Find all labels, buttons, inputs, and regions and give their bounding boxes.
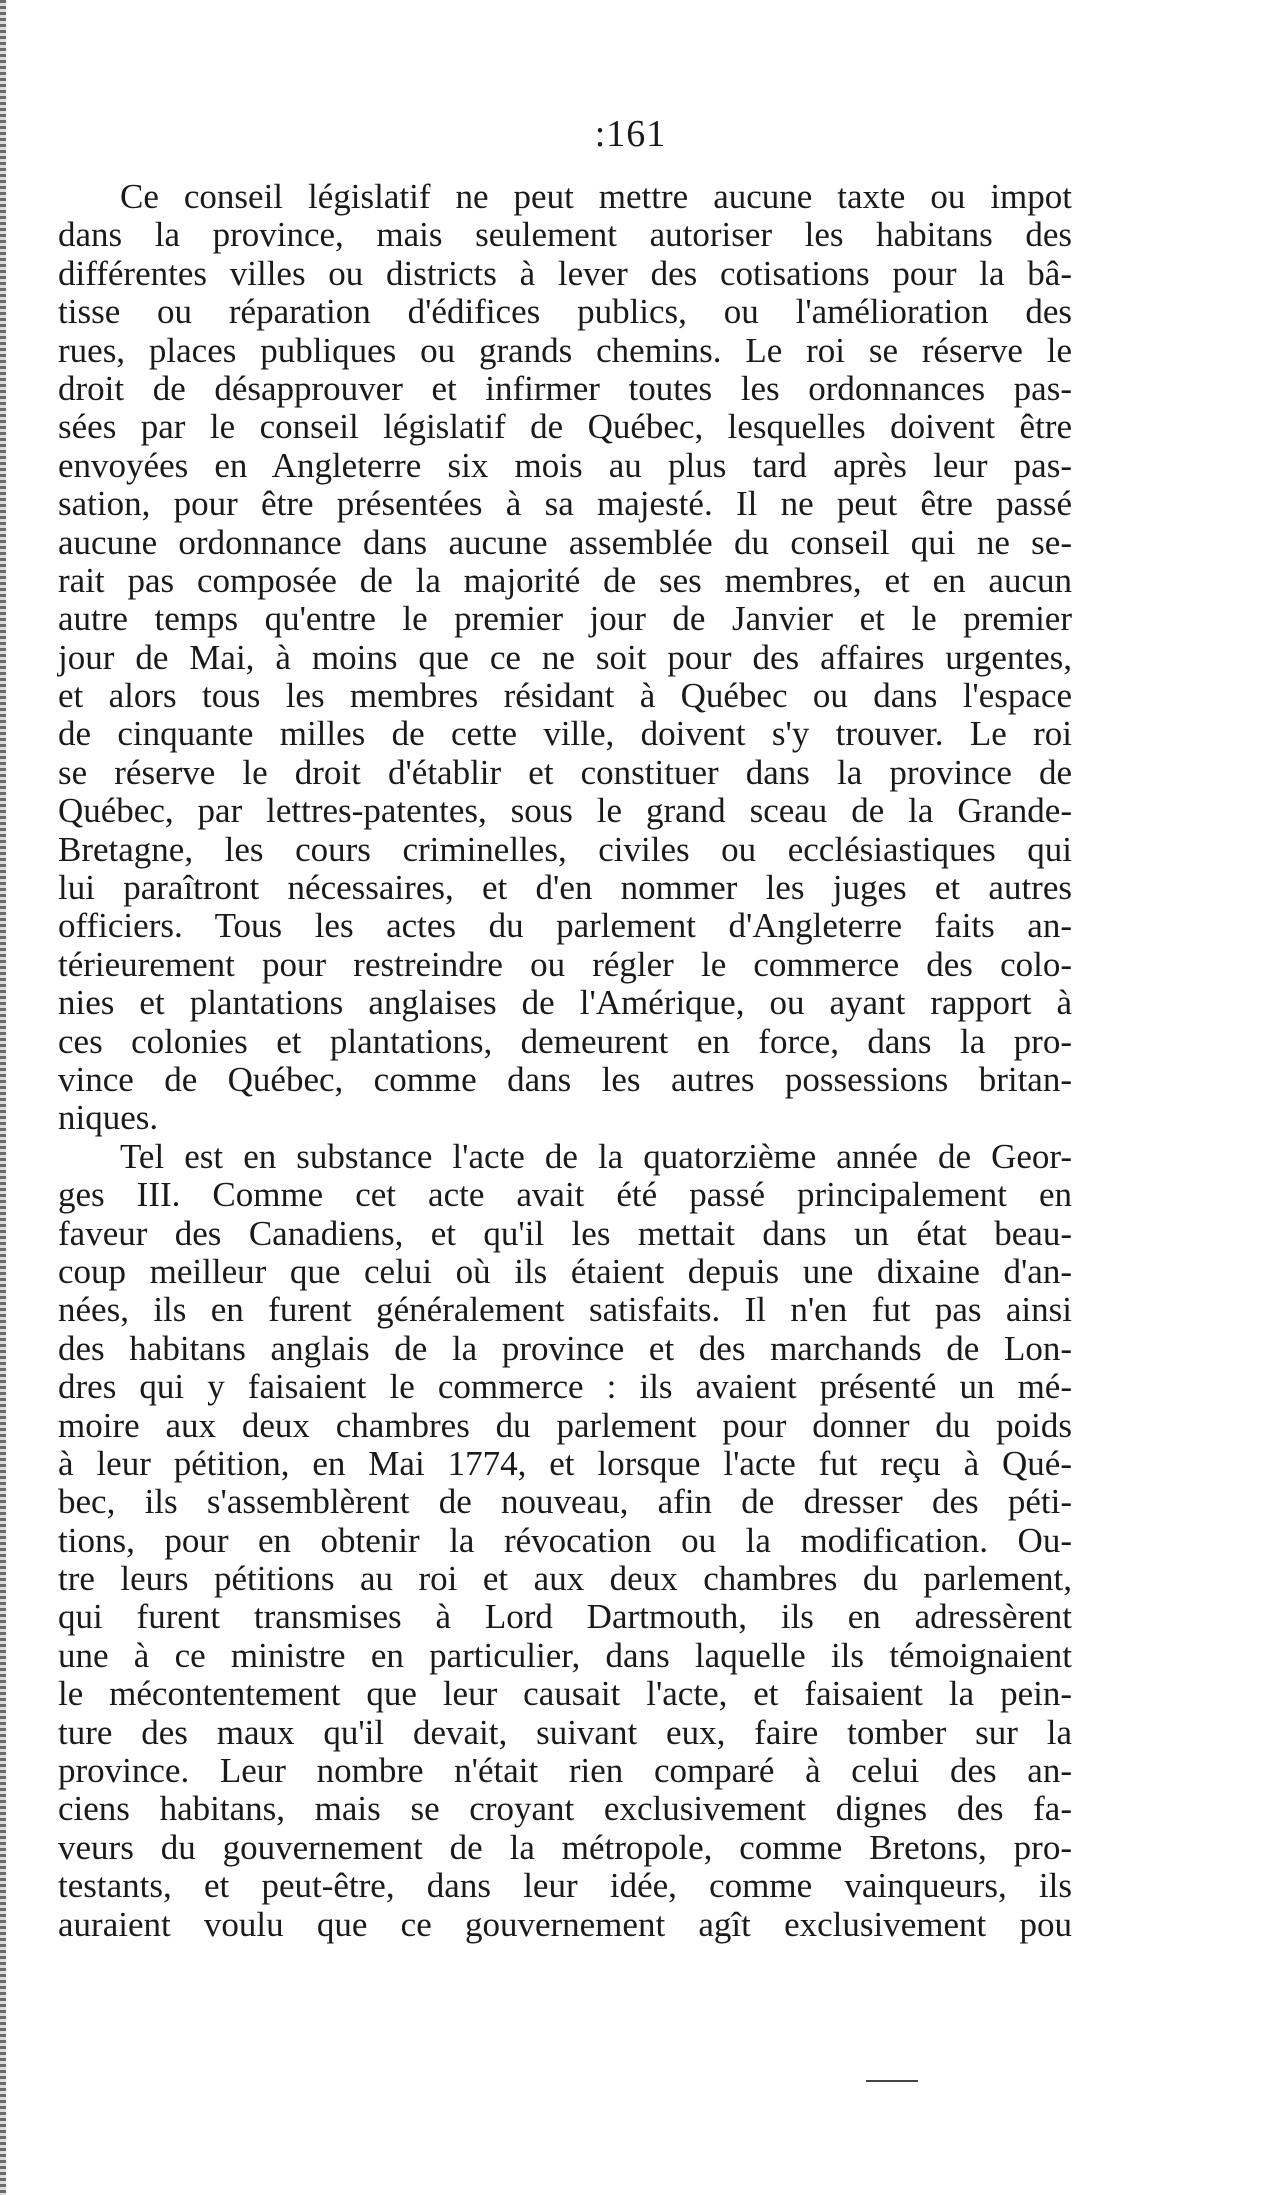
text-line: dans la province, mais seulement autoriser les habitans des <box>58 215 1072 255</box>
text-line: ciens habitans, mais se croyant exclusivement dignes des fa- <box>58 1789 1072 1829</box>
text-line: se réserve le droit d'établir et constituer dans la province de <box>58 752 1072 792</box>
text-line: faveur des Canadiens, et qu'il les mettait dans un état beau- <box>58 1213 1072 1253</box>
text-line: coup meilleur que celui où ils étaient depuis une dixaine d'an- <box>58 1251 1072 1291</box>
text-line: qui furent transmises à Lord Dartmouth, ils en adressèrent <box>58 1597 1072 1637</box>
text-line: dres qui y faisaient le commerce : ils avaient présenté un mé- <box>58 1367 1072 1407</box>
text-line: ces colonies et plantations, demeurent en force, dans la pro- <box>58 1021 1072 1061</box>
body-text <box>58 178 1072 1944</box>
text-line: Tel est en substance l'acte de la quatorzième année de Geor- <box>120 1136 1072 1176</box>
text-line: rues, places publiques ou grands chemins. Le roi se réserve le <box>58 330 1072 370</box>
text-line: officiers. Tous les actes du parlement d'Angleterre faits an- <box>58 906 1072 946</box>
text-line: tre leurs pétitions au roi et aux deux chambres du parlement, <box>58 1559 1072 1599</box>
text-line: le mécontentement que leur causait l'acte, et faisaient la pein- <box>58 1674 1072 1714</box>
text-line: une à ce ministre en particulier, dans laquelle ils témoignaient <box>58 1635 1072 1675</box>
text-line: et alors tous les membres résidant à Québec ou dans l'espace <box>58 676 1072 716</box>
text-line: sées par le conseil législatif de Québec, lesquelles doivent être <box>58 407 1072 447</box>
page-binding-edge <box>0 0 6 2195</box>
page-number: :161 <box>594 113 667 155</box>
text-line: tisse ou réparation d'édifices publics, ou l'amélioration des <box>58 292 1072 332</box>
text-line: nies et plantations anglaises de l'Amérique, ou ayant rapport à <box>58 983 1072 1023</box>
text-line: autre temps qu'entre le premier jour de Janvier et le premier <box>58 599 1072 639</box>
text-line: ges III. Comme cet acte avait été passé principalement en <box>58 1175 1072 1215</box>
text-line: lui paraîtront nécessaires, et d'en nommer les juges et autres <box>58 868 1072 908</box>
text-line: à leur pétition, en Mai 1774, et lorsque l'acte fut reçu à Qué- <box>58 1443 1072 1483</box>
text-line: sation, pour être présentées à sa majesté. Il ne peut être passé <box>58 484 1072 524</box>
text-line: vince de Québec, comme dans les autres possessions britan- <box>58 1059 1072 1099</box>
paragraph-1 <box>58 178 1072 1138</box>
text-line: térieurement pour restreindre ou régler le commerce des colo- <box>58 944 1072 984</box>
text-line: nées, ils en furent généralement satisfaits. Il n'en fut pas ainsi <box>58 1290 1072 1330</box>
text-line: de cinquante milles de cette ville, doivent s'y trouver. Le roi <box>58 714 1072 754</box>
text-line: niques. <box>58 1098 159 1138</box>
text-line: Bretagne, les cours criminelles, civiles ou ecclésiastiques qui <box>58 829 1072 869</box>
footer-rule <box>866 2080 918 2082</box>
text-line: auraient voulu que ce gouvernement agît exclusivement pou <box>58 1904 1072 1944</box>
text-line: veurs du gouvernement de la métropole, comme Bretons, pro- <box>58 1827 1072 1867</box>
text-line: bec, ils s'assemblèrent de nouveau, afin de dresser des péti- <box>58 1482 1072 1522</box>
text-line: tions, pour en obtenir la révocation ou la modification. Ou- <box>58 1520 1072 1560</box>
paragraph-2 <box>58 1138 1072 1944</box>
text-line: testants, et peut-être, dans leur idée, comme vainqueurs, ils <box>58 1866 1072 1906</box>
text-line: jour de Mai, à moins que ce ne soit pour des affaires urgentes, <box>58 637 1072 677</box>
text-line: ture des maux qu'il devait, suivant eux, faire tomber sur la <box>58 1712 1072 1752</box>
text-line: province. Leur nombre n'était rien comparé à celui des an- <box>58 1751 1072 1791</box>
text-line: droit de désapprouver et infirmer toutes les ordonnances pas- <box>58 368 1072 408</box>
text-line: aucune ordonnance dans aucune assemblée du conseil qui ne se- <box>58 522 1072 562</box>
text-line: moire aux deux chambres du parlement pour donner du poids <box>58 1405 1072 1445</box>
text-line: des habitans anglais de la province et des marchands de Lon- <box>58 1328 1072 1368</box>
text-line: rait pas composée de la majorité de ses membres, et en aucun <box>58 560 1072 600</box>
text-line: différentes villes ou districts à lever des cotisations pour la bâ- <box>58 253 1072 293</box>
text-line: envoyées en Angleterre six mois au plus tard après leur pas- <box>58 445 1072 485</box>
text-line: Québec, par lettres-patentes, sous le grand sceau de la Grande- <box>58 791 1072 831</box>
text-line: Ce conseil législatif ne peut mettre aucune taxte ou impot <box>120 177 1072 216</box>
